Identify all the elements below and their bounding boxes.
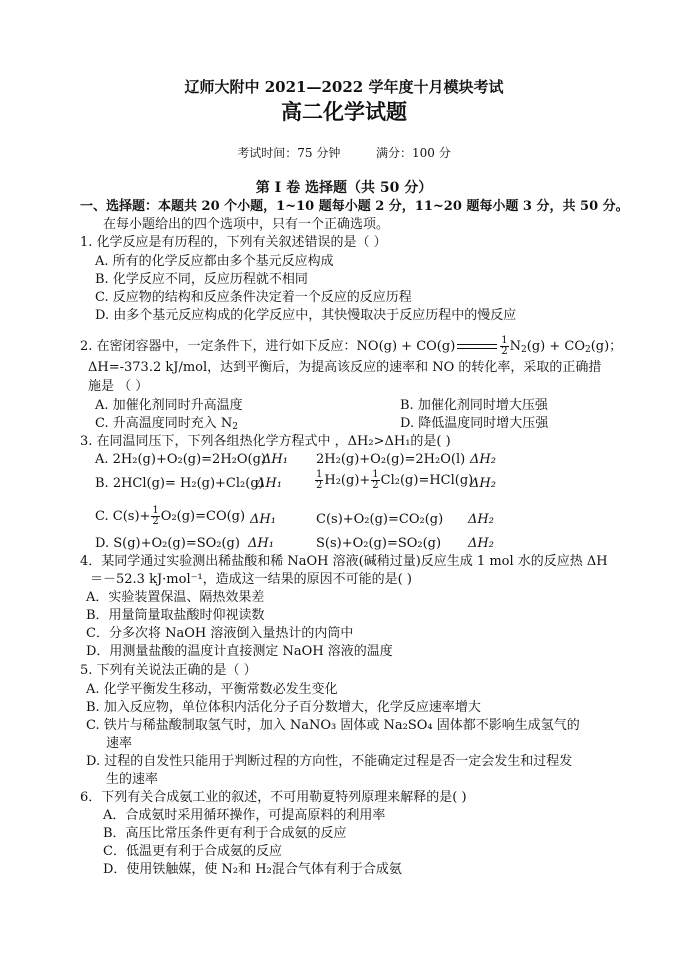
q3-option-d-eq1: D. S(g)+O₂(g)=SO₂(g) bbox=[95, 536, 240, 551]
exam-info bbox=[0, 145, 688, 161]
exam-score: 满分：100 分 bbox=[376, 146, 451, 160]
q2-option-d: D. 降低温度同时增大压强 bbox=[400, 416, 549, 431]
q4-stem-line1: 4．某同学通过实验测出稀盐酸和稀 NaOH 溶液(碱稍过量)反应生成 1 mol 水的反应热 ΔH bbox=[80, 554, 608, 569]
q4-stem-line2: ＝－52.3 kJ·mol⁻¹，造成这一结果的原因不可能的是( ) bbox=[90, 572, 412, 587]
q6-option-b: B．高压比常压条件更有利于合成氨的反应 bbox=[103, 826, 347, 841]
q2-fraction: $\frac{1}{2}$ bbox=[501, 335, 508, 357]
q4-option-b: B．用量筒量取盐酸时仰视读数 bbox=[86, 608, 265, 623]
q2-stem-text: 2. 在密闭容器中，一定条件下，进行如下反应：NO(g) + CO(g) bbox=[80, 339, 456, 354]
q3-option-b-dh1: ΔH₁ bbox=[256, 476, 282, 491]
q3-option-b-eq2: $\frac{1}{2}$ H₂(g)+ $\frac{1}{2}$ Cl₂(g)=HCl(g) bbox=[316, 469, 474, 491]
q2-option-b: B. 加催化剂同时增大压强 bbox=[400, 398, 548, 413]
section-instruction-2: 在每小题给出的四个选项中，只有一个正确选项。 bbox=[103, 217, 390, 232]
q3-option-d-eq2: S(s)+O₂(g)=SO₂(g) bbox=[316, 536, 442, 551]
exam-time: 考试时间：75 分钟 bbox=[237, 146, 341, 160]
q2-stem-line1: 2. 在密闭容器中，一定条件下，进行如下反应：NO(g) + CO(g) $\frac{1}{2}$ $N_2(g) + CO_2(g)$； bbox=[80, 335, 623, 357]
equilibrium-arrow-icon bbox=[457, 343, 497, 351]
q2-stem-line2: ΔH=-373.2 kJ/mol，达到平衡后，为提高该反应的速率和 NO 的转化率，采取的正确措 bbox=[88, 360, 602, 375]
q3-option-c-eq1: C. C(s)+ $\frac{1}{2}$ O₂(g)=CO(g) bbox=[95, 505, 246, 527]
q5-option-a: A. 化学平衡发生移动，平衡常数必发生变化 bbox=[86, 682, 338, 697]
section-instruction-1: 一、选择题：本题共 20 个小题，1~10 题每小题 2 分，11~20 题每小题 3 分，共 50 分。 bbox=[80, 199, 629, 214]
q3-option-c-eq2: C(s)+O₂(g)=CO₂(g) bbox=[316, 512, 444, 527]
q5-stem: 5. 下列有关说法正确的是（ ） bbox=[80, 663, 257, 678]
q3-option-a-dh1: ΔH₁ bbox=[262, 452, 288, 467]
exam-subtitle: 高二化学试题 bbox=[281, 99, 407, 124]
exam-title: 辽师大附中 2021—2022 学年度十月模块考试 bbox=[184, 78, 504, 96]
q1-option-a: A. 所有的化学反应都由多个基元反应构成 bbox=[95, 254, 334, 269]
q1-option-b: B. 化学反应不同，反应历程就不相同 bbox=[95, 272, 308, 287]
q3-option-d-dh2: ΔH₂ bbox=[468, 536, 494, 551]
q3-option-b-eq1: B. 2HCl(g)= H₂(g)+Cl₂(g) bbox=[95, 476, 264, 491]
q4-option-c: C．分多次将 NaOH 溶液倒入量热计的内筒中 bbox=[86, 626, 354, 641]
q6-option-a: A．合成氨时采用循环操作，可提高原料的利用率 bbox=[103, 808, 386, 823]
q6-option-d: D．使用铁触媒，使 N₂和 H₂混合气体有利于合成氨 bbox=[103, 862, 402, 877]
q1-option-c: C. 反应物的结构和反应条件决定着一个反应的反应历程 bbox=[95, 290, 412, 305]
q3-option-c-dh1: ΔH₁ bbox=[250, 512, 276, 527]
q3-stem: 3. 在同温同压下，下列各组热化学方程式中 ，ΔH₂>ΔH₁的是( ) bbox=[80, 434, 451, 449]
q5-option-b: B. 加入反应物，单位体积内活化分子百分数增大，化学反应速率增大 bbox=[86, 700, 481, 715]
q5-option-d-line2: 生的速率 bbox=[106, 772, 159, 787]
q3-option-a-eq1: A. 2H₂(g)+O₂(g)=2H₂O(g) bbox=[95, 452, 266, 467]
q3-option-d-dh1: ΔH₁ bbox=[248, 536, 274, 551]
q5-option-c-line1: C. 铁片与稀盐酸制取氢气时，加入 NaNO₃ 固体或 Na₂SO₄ 固体都不影响生成氢气的 bbox=[86, 718, 580, 733]
q1-stem: 1. 化学反应是有历程的，下列有关叙述错误的是（ ） bbox=[80, 235, 387, 250]
q4-option-a: A．实验装置保温、隔热效果差 bbox=[86, 590, 265, 605]
section-title: 第 Ⅰ 卷 选择题（共 50 分） bbox=[255, 180, 433, 196]
q3-option-c-dh2: ΔH₂ bbox=[468, 512, 494, 527]
q3-option-a-dh2: ΔH₂ bbox=[470, 452, 496, 467]
q4-option-d: D．用测量盐酸的温度计直接测定 NaOH 溶液的温度 bbox=[86, 644, 393, 659]
q3-option-b-dh2: ΔH₂ bbox=[470, 476, 496, 491]
q5-option-d-line1: D. 过程的自发性只能用于判断过程的方向性，不能确定过程是否一定会发生和过程发 bbox=[86, 754, 573, 769]
q1-option-d: D. 由多个基元反应构成的化学反应中，其快慢取决于反应历程中的慢反应 bbox=[95, 308, 517, 323]
q2-stem-line3: 施是 （ ） bbox=[88, 379, 149, 394]
q5-option-c-line2: 速率 bbox=[106, 736, 133, 751]
q2-option-c: C. 升高温度同时充入 $N_2$ bbox=[95, 416, 238, 432]
q6-stem: 6．下列有关合成氨工业的叙述，不可用勒夏特列原理来解释的是( ) bbox=[80, 790, 467, 805]
q3-option-a-eq2: 2H₂(g)+O₂(g)=2H₂O(l) bbox=[316, 452, 466, 467]
q2-option-a: A. 加催化剂同时升高温度 bbox=[95, 398, 243, 413]
q6-option-c: C．低温更有利于合成氨的反应 bbox=[103, 844, 282, 859]
